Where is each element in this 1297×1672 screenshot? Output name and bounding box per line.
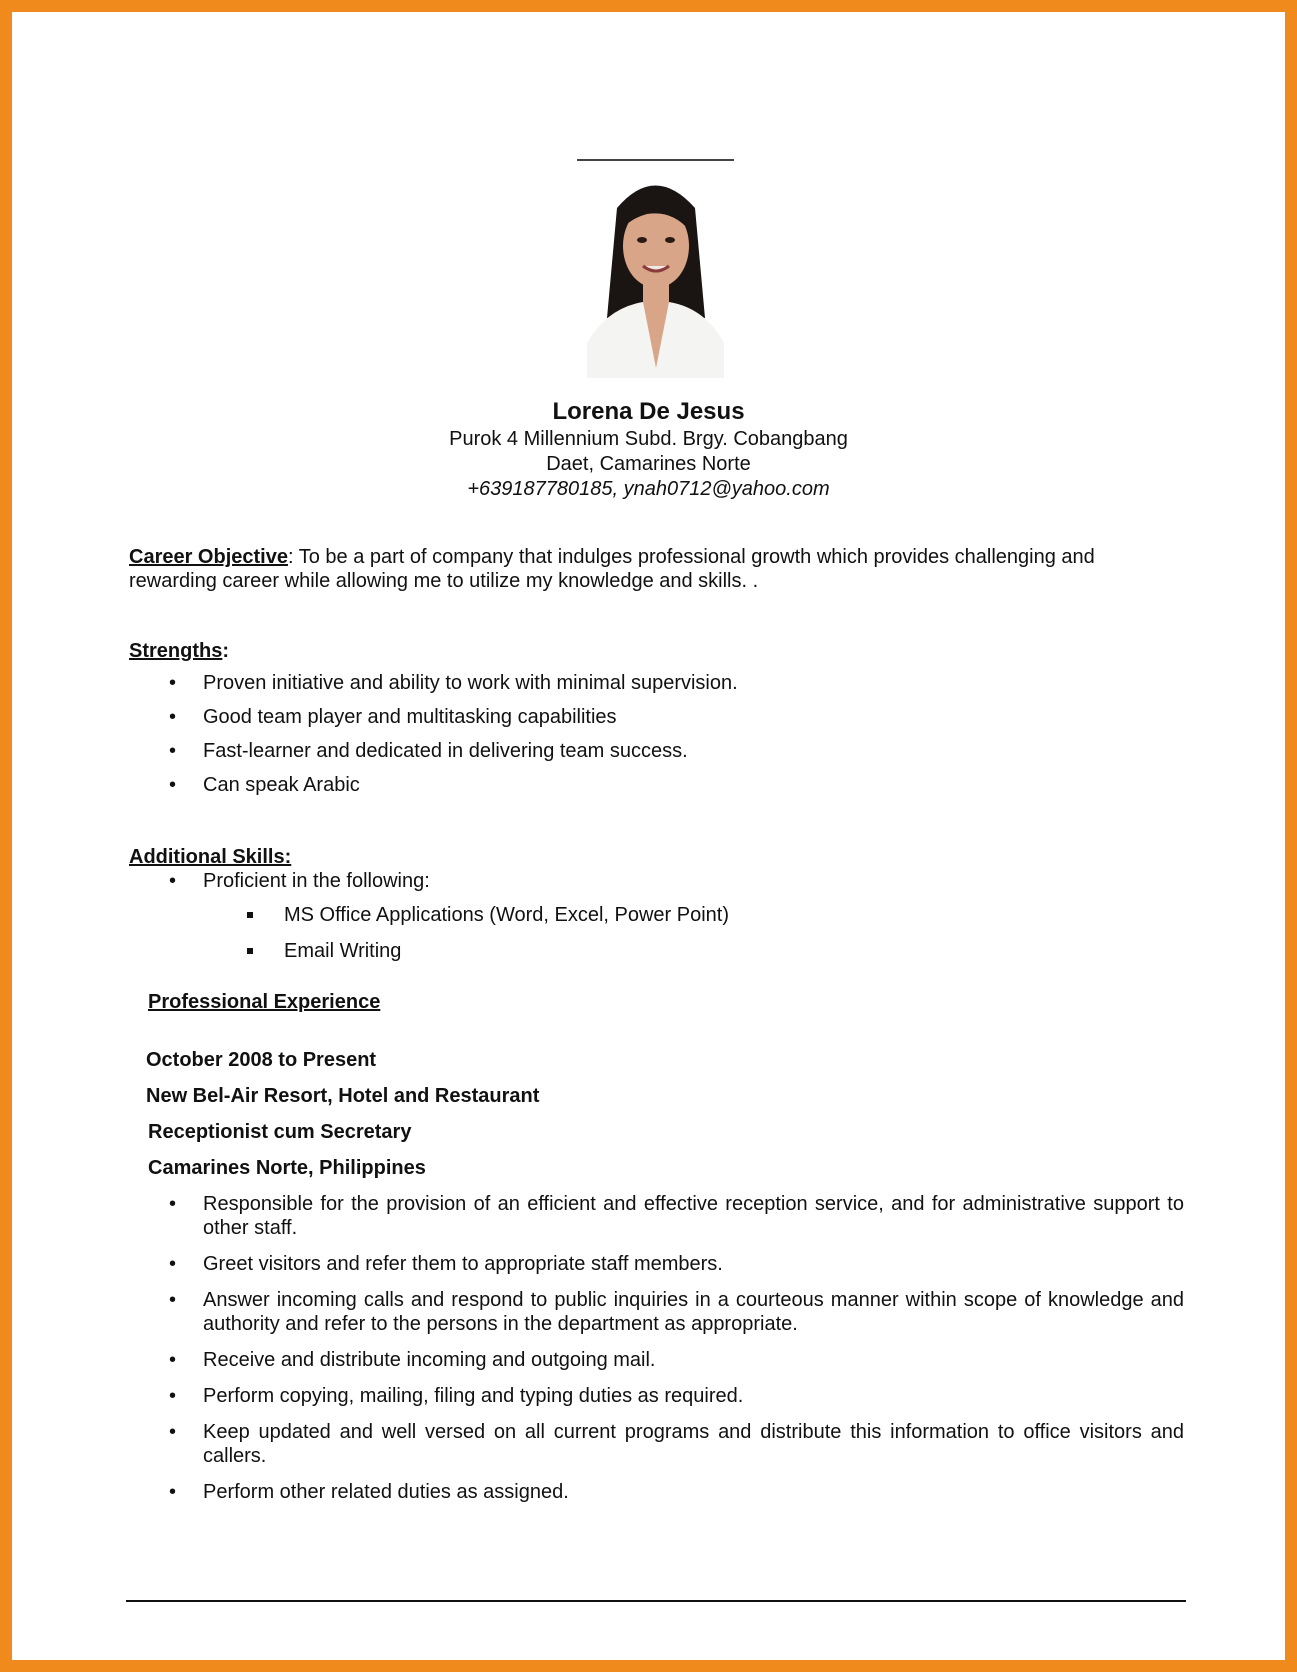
experience-location: Camarines Norte, Philippines bbox=[148, 1157, 426, 1179]
strength-item: • Fast-learner and dedicated in delivering team success. bbox=[129, 739, 1184, 763]
bottom-divider bbox=[126, 1600, 1186, 1602]
career-objective-section bbox=[129, 545, 1184, 593]
strength-item: • Can speak Arabic bbox=[129, 773, 1184, 797]
experience-company: New Bel-Air Resort, Hotel and Restaurant bbox=[146, 1085, 540, 1107]
additional-skills-label: Additional Skills: bbox=[129, 846, 292, 868]
skill-item: • Proficient in the following: bbox=[129, 869, 1184, 893]
duty-item: • Receive and distribute incoming and outgoing mail. bbox=[129, 1348, 1184, 1372]
strengths-colon: : bbox=[222, 640, 230, 662]
duty-item: • Perform copying, mailing, filing and typing duties as required. bbox=[129, 1384, 1184, 1408]
duty-item: • Responsible for the provision of an efficient and effective reception service, and for administrative support to other staff. bbox=[129, 1192, 1184, 1240]
experience-details bbox=[146, 1048, 1201, 1180]
skill-subitem: MS Office Applications (Word, Excel, Power Point) bbox=[129, 903, 1184, 927]
duty-item: • Keep updated and well versed on all current programs and distribute this information to office visitors and callers. bbox=[129, 1420, 1184, 1468]
duties-section bbox=[129, 1192, 1184, 1504]
experience-period: October 2008 to Present bbox=[146, 1049, 377, 1071]
career-objective-label: Career Objective bbox=[129, 546, 288, 568]
additional-skills-section bbox=[129, 845, 1184, 963]
profile-photo bbox=[577, 168, 734, 378]
resume-header bbox=[0, 397, 1297, 502]
professional-experience-label: Professional Experience bbox=[148, 991, 381, 1013]
experience-position: Receptionist cum Secretary bbox=[148, 1121, 412, 1143]
experience-heading bbox=[148, 990, 1203, 1014]
duty-item: • Perform other related duties as assigned. bbox=[129, 1480, 1184, 1504]
career-objective-text: : To be a part of company that indulges professional growth which provides challenging and rewarding career while allowing me to utilize my knowledge and skills. . bbox=[129, 546, 1095, 592]
duty-item: • Answer incoming calls and respond to public inquiries in a courteous manner within scope of knowledge and authority and refer to the persons in the department as appropriate. bbox=[129, 1288, 1184, 1336]
skill-subitem: Email Writing bbox=[129, 939, 1184, 963]
strengths-label: Strengths bbox=[129, 640, 223, 662]
strengths-section bbox=[129, 639, 1184, 797]
duty-item: • Greet visitors and refer them to appropriate staff members. bbox=[129, 1252, 1184, 1276]
candidate-name: Lorena De Jesus bbox=[552, 398, 745, 425]
top-divider bbox=[577, 159, 734, 161]
strength-item: • Good team player and multitasking capabilities bbox=[129, 705, 1184, 729]
address-line-1: Purok 4 Millennium Subd. Brgy. Cobangbang bbox=[449, 428, 848, 450]
contact-info: +639187780185, ynah0712@yahoo.com bbox=[467, 478, 830, 500]
address-line-2: Daet, Camarines Norte bbox=[546, 453, 751, 475]
strength-item: • Proven initiative and ability to work with minimal supervision. bbox=[129, 671, 1184, 695]
